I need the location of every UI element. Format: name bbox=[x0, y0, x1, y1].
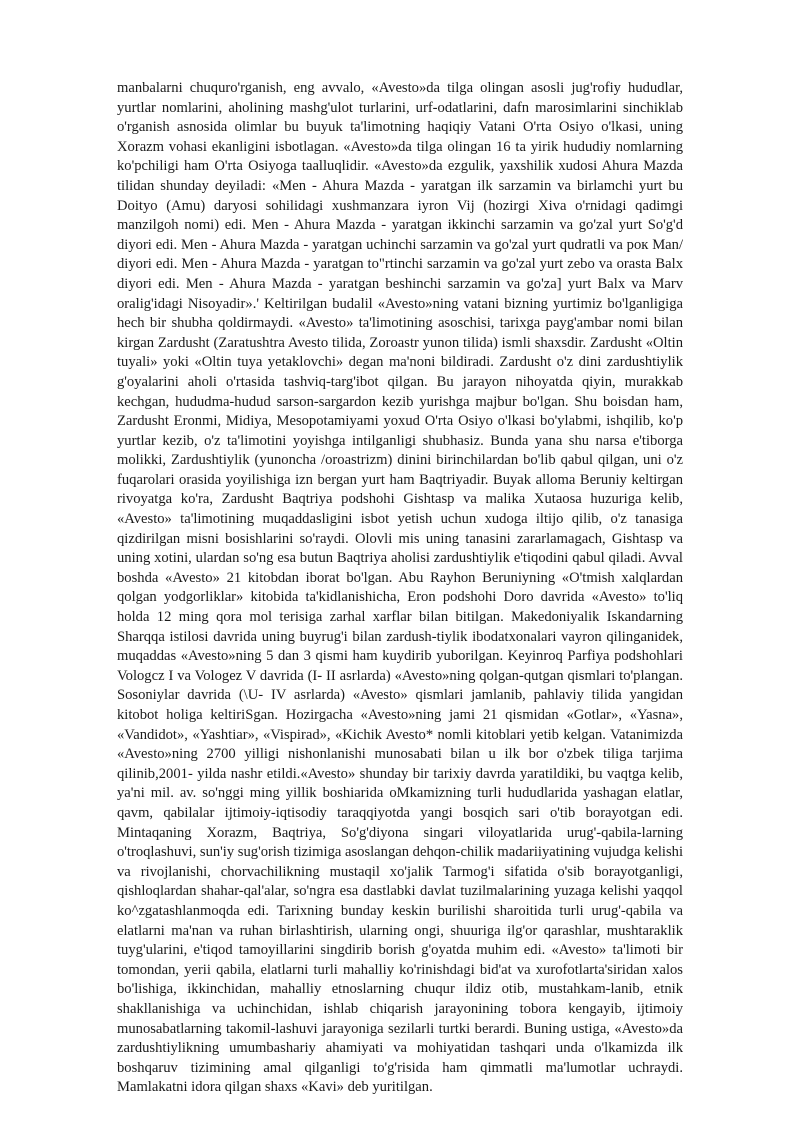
body-paragraph: manbalarni chuquro'rganish, eng avvalo, «Avesto»da tilga olingan asosli jug'rofiy hududlar, yurtlar nomlarini, aholining mashg'ulot turlarini, urf-odatlarini, dafn marosimlarini sinchiklab o'rganish asnosida olimlar bu buyuk ta'limotning haqiqiy Vatani O'rta Osiyo o'lkasi, uning Xorazm vohasi ekanligini isbotlagan. «Avesto»da tilga olingan 16 ta yirik hududiy nomlarning ko'pchiligi ham O'rta Osiyoga taalluqlidir. «Avesto»da ezgulik, yaxshilik xudosi Ahura Mazda tilidan shunday deyiladi: «Men - Ahura Mazda - yaratgan ilk sarzamin va birlamchi yurt bu Doityo (Amu) daryosi sohilidagi xushmanzara iyron Vij (hozirgi Xiva o'rnidagi qadimgi manzilgoh nomi) edi. Men - Ahura Mazda - yaratgan ikkinchi sarzamin va go'zal yurt So'g'd diyori edi. Men - Ahura Mazda - yaratgan uchinchi sarzamin va go'zal yurt qudratli va poк Man/ diyori edi. Men - Ahura Mazda - yaratgan to"rtinchi sarzamin va go'zal yurt zebo va orasta Balx diyori edi. Men - Ahura Mazda - yaratgan beshinchi sarzamin va go'za] yurt Balx va Marv oralig'idagi Nisoyadir».' Keltirilgan budalil «Avesto»ning vatani bizning yurtimiz bo'lganligiga hech bir shubha qoldirmaydi. «Avesto» ta'limotining asoschisi, tarixga payg'ambar nomi bilan kirgan Zardusht (Zaratushtra Avesto tilida, Zoroastr yunon tilida) ismli shaxsdir. Zardusht «Oltin tuyali» yoki «Oltin tuya yetaklovchi» degan ma'noni bildiradi. Zardusht o'z dini zardushtiylik g'oyalarini aholi o'rtasida tashviq-targ'ibot qilgan. Bu jarayon nihoyatda qiyin, murakkab kechgan, hududma-hudud sarson-sargardon kezib yurishga majbur bo'lgan. Shu boisdan ham, Zardusht Eronmi, Midiya, Mesopotamiyami yoxud O'rta Osiyo o'lkasi bo'ylabmi, ishqilib, ko'p yurtlar kezib, o'z ta'limotini yoyishga intilganligi shubhasiz. Bunda yana shu narsa e'tiborga molikki, Zardushtiylik (yunoncha /oroastrizm) dinini birinchilardan bo'lib qabul qilgan, uni o'z fuqarolari orasida yoyilishiga izn bergan yurt ham Baqtriyadir. Buyak alloma Beruniy keltirgan rivoyatga ko'ra, Zardusht Baqtriya podshohi Gishtasp va malika Xutaosa huzuriga kelib, «Avesto» ta'limotining muqaddasligini isbot yetish uchun xudoga iltijo qilib, o'z tanasiga qizdirilgan misni bosishlarini so'raydi. Olovli mis uning tanasini zararlamagach, Gishtasp va uning xotini, ulardan so'ng esa butun Baqtriya aholisi zardushtiylik e'tiqodini qabul qiladi. Avval boshda «Avesto» 21 kitobdan iborat bo'lgan. Abu Rayhon Beruniyning «O'tmish xalqlardan qolgan yodgorliklar» kitobida ta'kidlanishicha, Eron podshohi Doro davrida «Avesto» to'liq holda 12 ming qora mol terisiga zarhal xarflar bilan bitilgan. Makedoniyalik Iskandarning Sharqqa istilosi davrida uning buyrug'i bilan zardush-tiylik ibodatxonalari vayron qilinganidek, muqaddas «Avesto»ning 5 dan 3 qismi ham kuydirib yuborilgan. Keyinroq Parfiya podshohlari Vologcz I va Vologez V davrida (I- II asrlarda) «Avesto»ning qolgan-qutgan qismlari to'plangan. Sosoniylar davrida (\U- IV asrlarda) «Avesto» qismlari jamlanib, pahlaviy tilida yangidan kitobot holiga keltiriSgan. Hozirgacha «Avesto»ning jami 21 qismidan «Gotlar», «Yasna», «Vandidot», «Yashtiar», «Vispirad», «Kichik Avesto* nomli kitoblari yetib kelgan. Vatanimizda «Avesto»ning 2700 yilligi nishonlanishi munosabati bilan u ilk bor o'zbek tiliga tarjima qilinib,2001- yilda nashr etildi.«Avesto» shunday bir tarixiy davrda yaratildiki, bu vaqtga kelib, ya'ni mil. av. so'nggi ming yillik boshiarida oMkamizning turli hududlarida yashagan elatlar, qavm, qabilalar ijtimoiy-iqtisodiy taraqqiyotda yangi bosqich sari o'tib borayotgan edi. Mintaqaning Xorazm, Baqtriya, So'g'diyona singari viloyatlarida urug'-qabila-larning o'troqlashuvi, sun'iy sug'orish tizimiga asoslangan dehqon-chilik madariiyatining vujudga kelishi va rivojlanishi, chorvachilikning mustaqil xo'jalik Tarmog'i sifatida o'sib borayotganligi, qishloqlardan shahar-qal'alar, so'ngra esa dastlabki davlat tuzilmalarining yuzaga kelishi yaqqol ko^zgatashlanmoqda edi. Tarixning bunday keskin burilishi sharoitida turli urug'-qabila va elatlarni ma'nan va ruhan birlashtirish, ularning ongi, shuuriga ilg'or qarashlar, mushtaraklik tuyg'ularini, e'tiqod tamoyillarini singdirib borish g'oyatda muhim edi. «Avesto» ta'limoti bir tomondan, yerii qabila, elatlarni turli mahalliy ko'rinishdagi bid'at va xurofotlarta'siridan xalos bo'lishiga, ikkinchidan, mahalliy etnoslarning chuqur ildiz otib, mustahkam-lanib, etnik shakllanishiga va uchinchidan, ishlab chiqarish jarayonining tobora kengayib, ijtimoiy munosabatlarning takomil-lashuvi jarayoniga sezilarli turtki berardi. Buning ustiga, «Avesto»da zardushtiylikning umumbashariy ahamiyati va mohiyatidan tashqari unda o'lkamizda ilk boshqaruv tizimining amal qilganligi to'g'risida ham qimmatli ma'lumotlar uchraydi. Mamlakatni idora qilgan shaxs «Kavi» deb yuritilgan. bbox=[117, 80, 684, 1096]
document-page bbox=[117, 79, 683, 1098]
